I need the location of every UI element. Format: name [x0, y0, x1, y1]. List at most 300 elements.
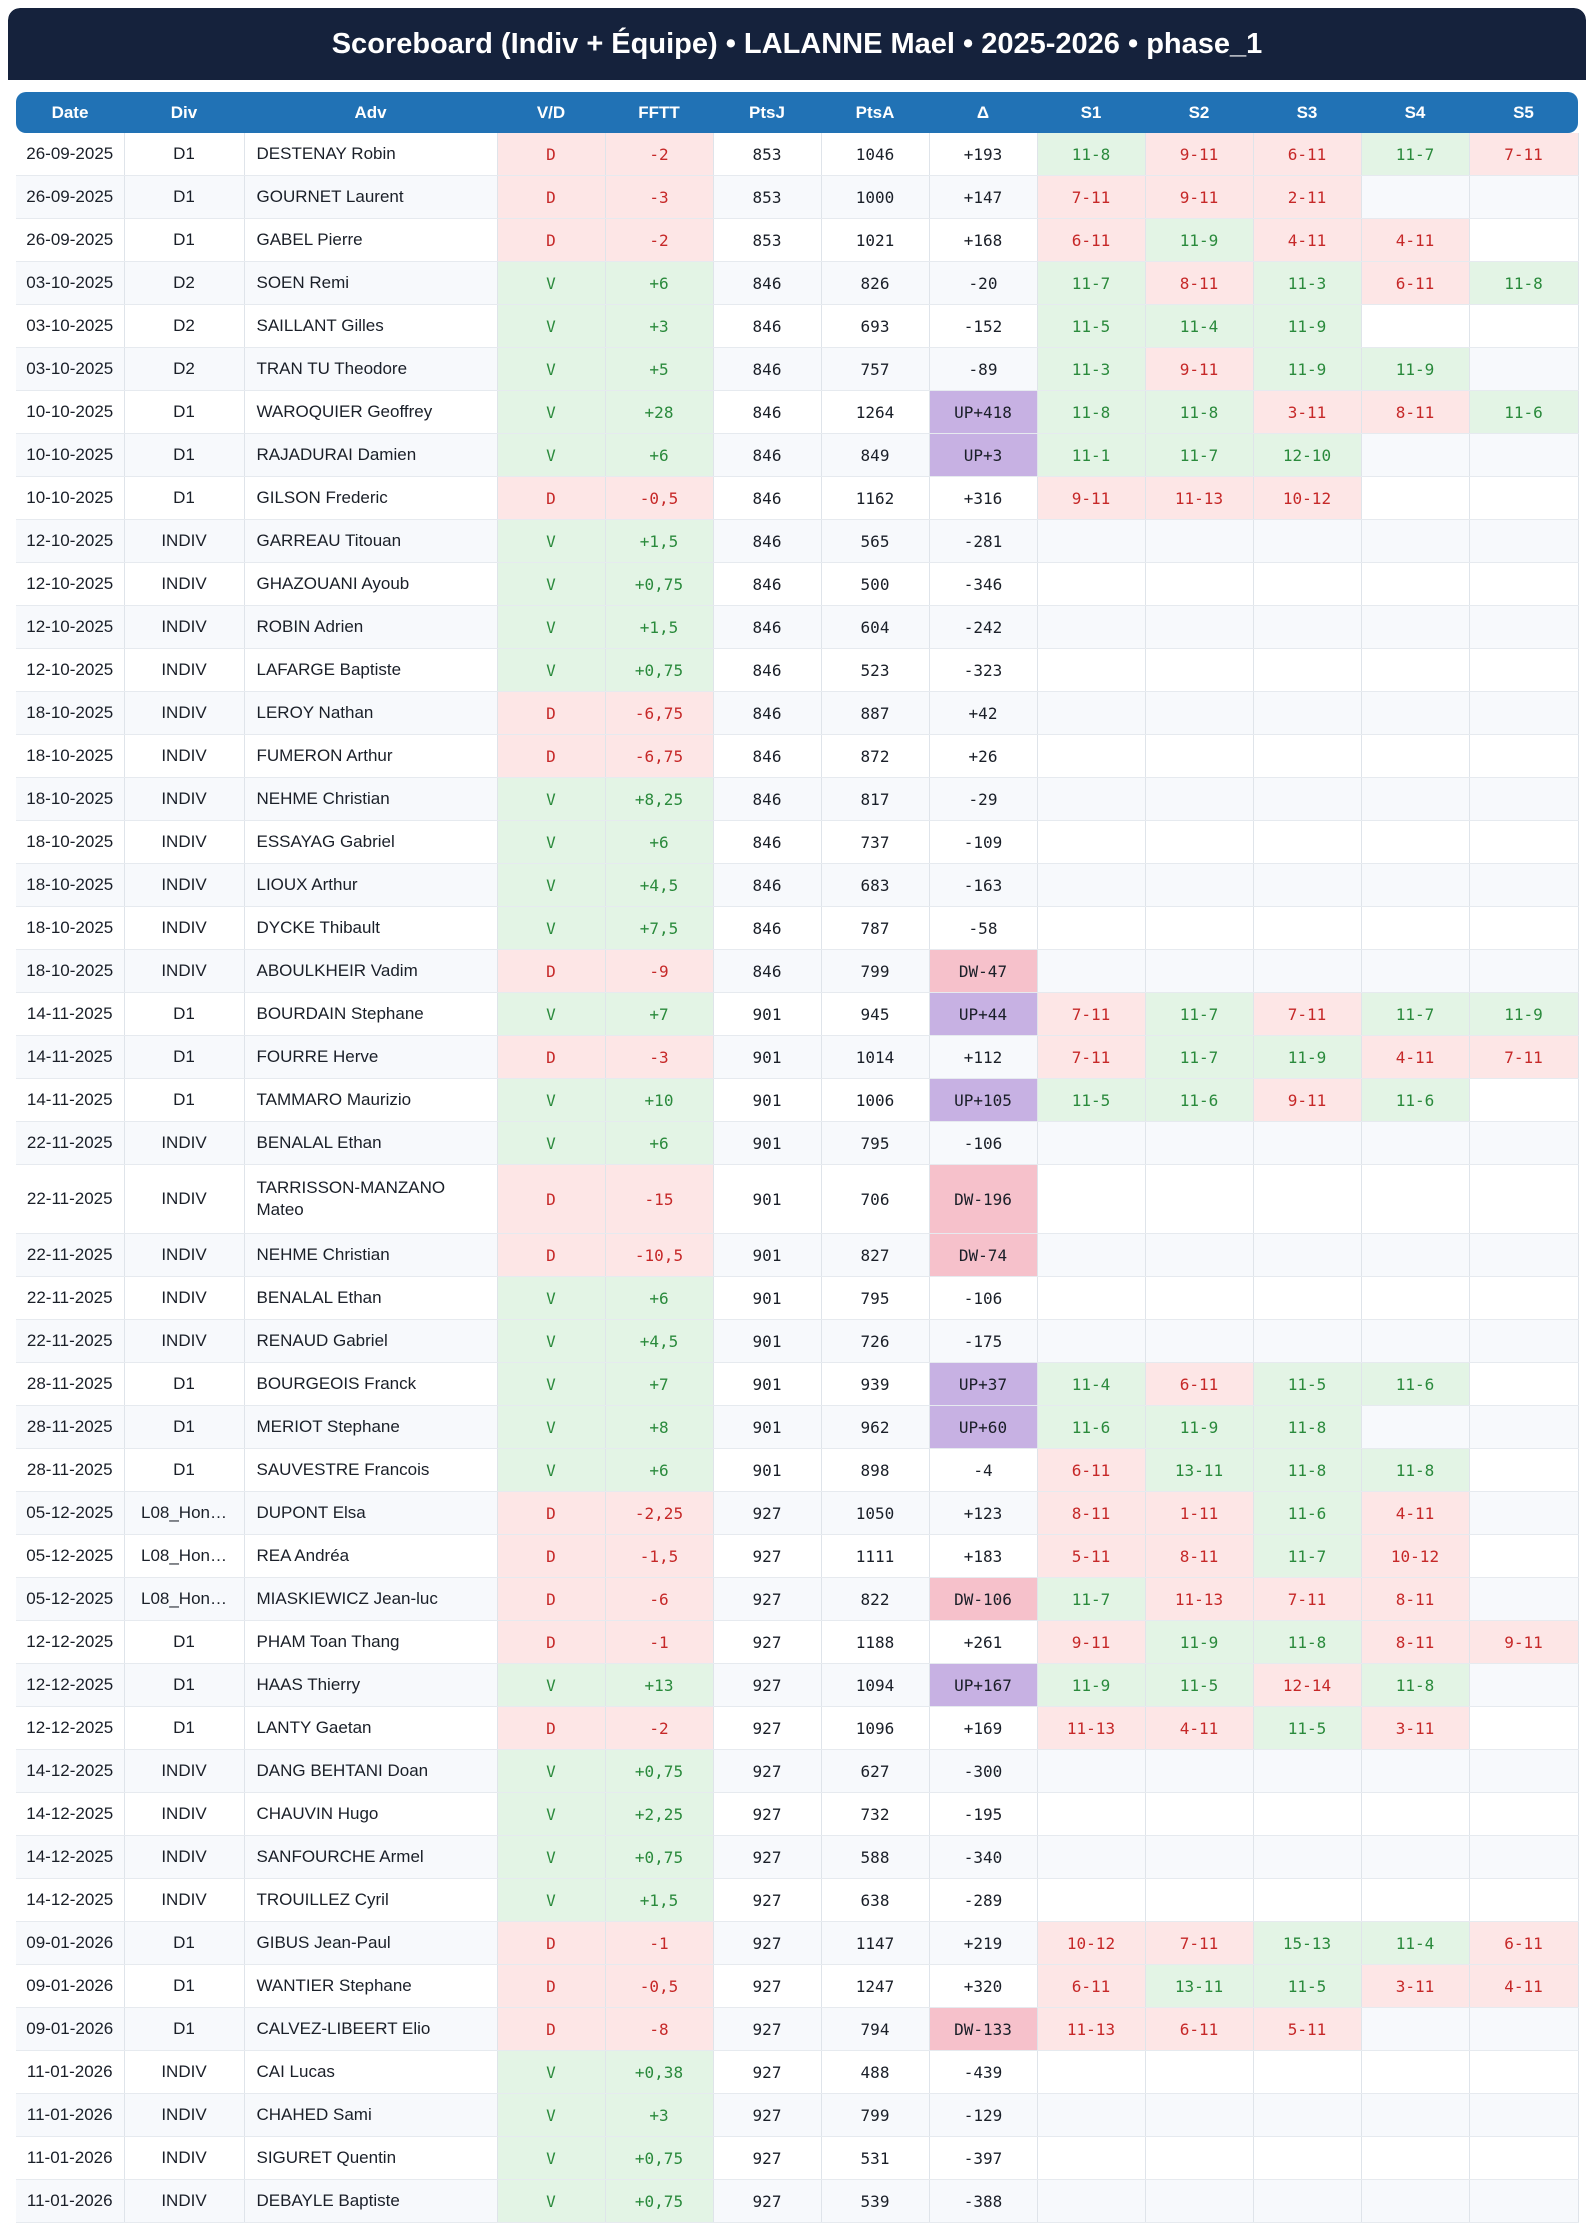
set2-cell: 11-13	[1145, 1578, 1253, 1621]
fftt-points-cell: +7,5	[605, 907, 713, 950]
set2-cell	[1145, 864, 1253, 907]
table-row	[16, 1664, 1578, 1707]
fftt-points-cell: +4,5	[605, 864, 713, 907]
opponent-cell: DYCKE Thibault	[244, 907, 497, 950]
table-row	[16, 1406, 1578, 1449]
table-body	[16, 133, 1578, 2223]
set2-cell: 11-9	[1145, 1621, 1253, 1664]
opponent-cell: SAILLANT Gilles	[244, 305, 497, 348]
table-row	[16, 1707, 1578, 1750]
div-cell: INDIV	[124, 1793, 244, 1836]
set2-cell	[1145, 520, 1253, 563]
set5-cell	[1469, 735, 1578, 778]
div-cell: INDIV	[124, 735, 244, 778]
delta-cell: +261	[929, 1621, 1037, 1664]
fftt-points-cell: +6	[605, 821, 713, 864]
set2-cell: 1-11	[1145, 1492, 1253, 1535]
set3-cell	[1253, 2094, 1361, 2137]
set5-cell	[1469, 305, 1578, 348]
set1-cell: 11-8	[1037, 133, 1145, 176]
delta-cell: UP+105	[929, 1079, 1037, 1122]
player-points-cell: 927	[713, 2094, 821, 2137]
set1-cell	[1037, 1234, 1145, 1277]
table-row	[16, 692, 1578, 735]
fftt-points-cell: +0,75	[605, 1836, 713, 1879]
date-cell: 10-10-2025	[16, 391, 124, 434]
opponent-points-cell: 693	[821, 305, 929, 348]
delta-cell: -340	[929, 1836, 1037, 1879]
date-cell: 03-10-2025	[16, 262, 124, 305]
set3-cell	[1253, 1165, 1361, 1234]
opponent-points-cell: 726	[821, 1320, 929, 1363]
set4-cell: 11-8	[1361, 1664, 1469, 1707]
col-header-s3[interactable]: S3	[1253, 92, 1361, 133]
date-cell: 22-11-2025	[16, 1320, 124, 1363]
date-cell: 14-12-2025	[16, 1836, 124, 1879]
date-cell: 14-12-2025	[16, 1879, 124, 1922]
player-points-cell: 846	[713, 606, 821, 649]
col-header-div[interactable]: Div	[124, 92, 244, 133]
col-header-adv[interactable]: Adv	[244, 92, 497, 133]
set5-cell	[1469, 1277, 1578, 1320]
table-row	[16, 2008, 1578, 2051]
opponent-points-cell: 1147	[821, 1922, 929, 1965]
date-cell: 12-10-2025	[16, 649, 124, 692]
set5-cell: 4-11	[1469, 1965, 1578, 2008]
opponent-points-cell: 757	[821, 348, 929, 391]
fftt-points-cell: +1,5	[605, 606, 713, 649]
set5-cell	[1469, 176, 1578, 219]
scoreboard-table-wrap	[16, 92, 1578, 2223]
opponent-points-cell: 1162	[821, 477, 929, 520]
div-cell: D2	[124, 305, 244, 348]
opponent-points-cell: 849	[821, 434, 929, 477]
delta-cell: +26	[929, 735, 1037, 778]
date-cell: 11-01-2026	[16, 2051, 124, 2094]
div-cell: INDIV	[124, 1122, 244, 1165]
result-cell: V	[497, 778, 605, 821]
player-points-cell: 927	[713, 2180, 821, 2223]
date-cell: 18-10-2025	[16, 735, 124, 778]
opponent-points-cell: 817	[821, 778, 929, 821]
delta-cell: +112	[929, 1036, 1037, 1079]
set1-cell	[1037, 1122, 1145, 1165]
set3-cell	[1253, 520, 1361, 563]
delta-cell: +123	[929, 1492, 1037, 1535]
set4-cell	[1361, 477, 1469, 520]
delta-cell: -323	[929, 649, 1037, 692]
opponent-points-cell: 799	[821, 950, 929, 993]
set1-cell: 9-11	[1037, 1621, 1145, 1664]
opponent-cell: CALVEZ-LIBEERT Elio	[244, 2008, 497, 2051]
opponent-cell: ESSAYAG Gabriel	[244, 821, 497, 864]
table-row	[16, 391, 1578, 434]
set2-cell: 11-7	[1145, 434, 1253, 477]
player-points-cell: 901	[713, 1320, 821, 1363]
date-cell: 18-10-2025	[16, 821, 124, 864]
set3-cell: 11-9	[1253, 305, 1361, 348]
fftt-points-cell: -0,5	[605, 1965, 713, 2008]
fftt-points-cell: +1,5	[605, 520, 713, 563]
table-row	[16, 1036, 1578, 1079]
opponent-cell: SAUVESTRE Francois	[244, 1449, 497, 1492]
div-cell: D1	[124, 1621, 244, 1664]
set4-cell	[1361, 692, 1469, 735]
fftt-points-cell: -2	[605, 219, 713, 262]
col-header-s4[interactable]: S4	[1361, 92, 1469, 133]
set4-cell: 4-11	[1361, 1492, 1469, 1535]
set3-cell	[1253, 563, 1361, 606]
result-cell: V	[497, 907, 605, 950]
date-cell: 14-12-2025	[16, 1750, 124, 1793]
set4-cell	[1361, 1750, 1469, 1793]
set2-cell	[1145, 692, 1253, 735]
table-row	[16, 1079, 1578, 1122]
set1-cell: 11-9	[1037, 1664, 1145, 1707]
player-points-cell: 846	[713, 907, 821, 950]
set3-cell	[1253, 778, 1361, 821]
set1-cell	[1037, 864, 1145, 907]
fftt-points-cell: +0,75	[605, 2180, 713, 2223]
player-points-cell: 927	[713, 1836, 821, 1879]
delta-cell: +183	[929, 1535, 1037, 1578]
set5-cell	[1469, 477, 1578, 520]
opponent-points-cell: 523	[821, 649, 929, 692]
opponent-cell: DANG BEHTANI Doan	[244, 1750, 497, 1793]
table-row	[16, 864, 1578, 907]
date-cell: 18-10-2025	[16, 950, 124, 993]
player-points-cell: 927	[713, 1750, 821, 1793]
delta-cell: -439	[929, 2051, 1037, 2094]
delta-cell: DW-47	[929, 950, 1037, 993]
opponent-cell: SOEN Remi	[244, 262, 497, 305]
set2-cell: 11-7	[1145, 1036, 1253, 1079]
player-points-cell: 846	[713, 563, 821, 606]
player-points-cell: 846	[713, 520, 821, 563]
div-cell: INDIV	[124, 563, 244, 606]
result-cell: D	[497, 950, 605, 993]
set1-cell: 7-11	[1037, 1036, 1145, 1079]
set2-cell	[1145, 1234, 1253, 1277]
set2-cell: 11-4	[1145, 305, 1253, 348]
col-header-vd[interactable]: V/D	[497, 92, 605, 133]
opponent-points-cell: 787	[821, 907, 929, 950]
table-row	[16, 1922, 1578, 1965]
opponent-points-cell: 794	[821, 2008, 929, 2051]
player-points-cell: 901	[713, 1122, 821, 1165]
col-header-fftt[interactable]: FFTT	[605, 92, 713, 133]
opponent-cell: MIASKIEWICZ Jean-luc	[244, 1578, 497, 1621]
set1-cell	[1037, 1793, 1145, 1836]
result-cell: D	[497, 1965, 605, 2008]
opponent-points-cell: 799	[821, 2094, 929, 2137]
set5-cell	[1469, 1664, 1578, 1707]
set3-cell	[1253, 1277, 1361, 1320]
set1-cell	[1037, 1750, 1145, 1793]
set2-cell: 9-11	[1145, 348, 1253, 391]
date-cell: 28-11-2025	[16, 1449, 124, 1492]
set2-cell: 7-11	[1145, 1922, 1253, 1965]
result-cell: D	[497, 1621, 605, 1664]
set3-cell: 11-8	[1253, 1621, 1361, 1664]
date-cell: 12-10-2025	[16, 606, 124, 649]
delta-cell: UP+3	[929, 434, 1037, 477]
set1-cell	[1037, 2051, 1145, 2094]
player-points-cell: 846	[713, 950, 821, 993]
player-points-cell: 927	[713, 1535, 821, 1578]
delta-cell: DW-133	[929, 2008, 1037, 2051]
result-cell: D	[497, 735, 605, 778]
date-cell: 11-01-2026	[16, 2180, 124, 2223]
set4-cell: 11-4	[1361, 1922, 1469, 1965]
result-cell: V	[497, 1449, 605, 1492]
delta-cell: DW-196	[929, 1165, 1037, 1234]
opponent-points-cell: 1000	[821, 176, 929, 219]
set3-cell	[1253, 864, 1361, 907]
date-cell: 22-11-2025	[16, 1165, 124, 1234]
set1-cell: 11-5	[1037, 1079, 1145, 1122]
set1-cell: 11-7	[1037, 262, 1145, 305]
set1-cell	[1037, 2137, 1145, 2180]
delta-cell: -388	[929, 2180, 1037, 2223]
opponent-cell: TAMMARO Maurizio	[244, 1079, 497, 1122]
table-row	[16, 1793, 1578, 1836]
set4-cell: 11-7	[1361, 133, 1469, 176]
table-row	[16, 606, 1578, 649]
set1-cell	[1037, 1879, 1145, 1922]
opponent-points-cell: 822	[821, 1578, 929, 1621]
set1-cell: 10-12	[1037, 1922, 1145, 1965]
opponent-points-cell: 627	[821, 1750, 929, 1793]
date-cell: 18-10-2025	[16, 692, 124, 735]
set4-cell: 3-11	[1361, 1965, 1469, 2008]
result-cell: V	[497, 2051, 605, 2094]
result-cell: V	[497, 1879, 605, 1922]
div-cell: D1	[124, 1363, 244, 1406]
opponent-cell: GOURNET Laurent	[244, 176, 497, 219]
div-cell: D2	[124, 348, 244, 391]
set5-cell	[1469, 434, 1578, 477]
delta-cell: -58	[929, 907, 1037, 950]
set3-cell: 11-3	[1253, 262, 1361, 305]
date-cell: 18-10-2025	[16, 864, 124, 907]
set4-cell	[1361, 606, 1469, 649]
set5-cell	[1469, 2051, 1578, 2094]
set2-cell	[1145, 1277, 1253, 1320]
fftt-points-cell: +6	[605, 1277, 713, 1320]
date-cell: 18-10-2025	[16, 778, 124, 821]
div-cell: INDIV	[124, 950, 244, 993]
opponent-points-cell: 565	[821, 520, 929, 563]
table-row	[16, 1122, 1578, 1165]
set4-cell	[1361, 2008, 1469, 2051]
set2-cell	[1145, 2051, 1253, 2094]
table-row	[16, 950, 1578, 993]
set3-cell	[1253, 735, 1361, 778]
set5-cell	[1469, 1879, 1578, 1922]
set4-cell	[1361, 2180, 1469, 2223]
opponent-cell: FUMERON Arthur	[244, 735, 497, 778]
fftt-points-cell: -10,5	[605, 1234, 713, 1277]
set4-cell	[1361, 520, 1469, 563]
player-points-cell: 901	[713, 1036, 821, 1079]
player-points-cell: 927	[713, 2008, 821, 2051]
set3-cell	[1253, 1836, 1361, 1879]
set4-cell	[1361, 305, 1469, 348]
set4-cell	[1361, 950, 1469, 993]
div-cell: INDIV	[124, 907, 244, 950]
set4-cell: 11-6	[1361, 1363, 1469, 1406]
set2-cell: 9-11	[1145, 176, 1253, 219]
table-row	[16, 477, 1578, 520]
date-cell: 09-01-2026	[16, 1922, 124, 1965]
fftt-points-cell: +1,5	[605, 1879, 713, 1922]
table-row	[16, 1320, 1578, 1363]
col-header-ptsa[interactable]: PtsA	[821, 92, 929, 133]
div-cell: INDIV	[124, 1277, 244, 1320]
div-cell: INDIV	[124, 692, 244, 735]
set4-cell	[1361, 434, 1469, 477]
div-cell: D1	[124, 1036, 244, 1079]
set1-cell	[1037, 520, 1145, 563]
fftt-points-cell: +0,75	[605, 563, 713, 606]
set5-cell: 11-8	[1469, 262, 1578, 305]
set2-cell	[1145, 1165, 1253, 1234]
set3-cell: 11-5	[1253, 1363, 1361, 1406]
delta-cell: +169	[929, 1707, 1037, 1750]
date-cell: 05-12-2025	[16, 1492, 124, 1535]
set3-cell: 12-14	[1253, 1664, 1361, 1707]
date-cell: 12-10-2025	[16, 520, 124, 563]
table-row	[16, 2137, 1578, 2180]
set4-cell	[1361, 1879, 1469, 1922]
result-cell: V	[497, 1363, 605, 1406]
opponent-cell: CHAUVIN Hugo	[244, 1793, 497, 1836]
table-row	[16, 1750, 1578, 1793]
player-points-cell: 846	[713, 348, 821, 391]
set3-cell	[1253, 1320, 1361, 1363]
set1-cell: 11-8	[1037, 391, 1145, 434]
table-row	[16, 993, 1578, 1036]
result-cell: V	[497, 2094, 605, 2137]
player-points-cell: 927	[713, 1664, 821, 1707]
opponent-cell: DESTENAY Robin	[244, 133, 497, 176]
fftt-points-cell: -0,5	[605, 477, 713, 520]
col-header-s2[interactable]: S2	[1145, 92, 1253, 133]
set5-cell	[1469, 1449, 1578, 1492]
fftt-points-cell: +28	[605, 391, 713, 434]
set5-cell	[1469, 2008, 1578, 2051]
col-header-ptsj[interactable]: PtsJ	[713, 92, 821, 133]
div-cell: INDIV	[124, 1320, 244, 1363]
opponent-cell: CAI Lucas	[244, 2051, 497, 2094]
delta-cell: -397	[929, 2137, 1037, 2180]
set1-cell	[1037, 692, 1145, 735]
date-cell: 05-12-2025	[16, 1578, 124, 1621]
fftt-points-cell: -15	[605, 1165, 713, 1234]
date-cell: 26-09-2025	[16, 219, 124, 262]
set1-cell: 6-11	[1037, 1965, 1145, 2008]
table-row	[16, 821, 1578, 864]
page-title: Scoreboard (Indiv + Équipe) • LALANNE Mael • 2025-2026 • phase_1	[8, 8, 1586, 80]
set3-cell: 11-6	[1253, 1492, 1361, 1535]
div-cell: D1	[124, 1079, 244, 1122]
div-cell: INDIV	[124, 649, 244, 692]
set1-cell: 7-11	[1037, 993, 1145, 1036]
opponent-cell: BENALAL Ethan	[244, 1122, 497, 1165]
fftt-points-cell: +0,75	[605, 2137, 713, 2180]
player-points-cell: 901	[713, 1079, 821, 1122]
result-cell: V	[497, 821, 605, 864]
table-row	[16, 1363, 1578, 1406]
set1-cell	[1037, 649, 1145, 692]
delta-cell: +316	[929, 477, 1037, 520]
set1-cell: 9-11	[1037, 477, 1145, 520]
set2-cell	[1145, 563, 1253, 606]
div-cell: INDIV	[124, 2094, 244, 2137]
player-points-cell: 901	[713, 1234, 821, 1277]
set3-cell: 5-11	[1253, 2008, 1361, 2051]
date-cell: 22-11-2025	[16, 1234, 124, 1277]
opponent-points-cell: 1046	[821, 133, 929, 176]
date-cell: 10-10-2025	[16, 477, 124, 520]
opponent-points-cell: 500	[821, 563, 929, 606]
set2-cell	[1145, 1320, 1253, 1363]
opponent-cell: TRAN TU Theodore	[244, 348, 497, 391]
set2-cell	[1145, 2137, 1253, 2180]
col-header-date[interactable]: Date	[16, 92, 124, 133]
div-cell: INDIV	[124, 821, 244, 864]
delta-cell: -20	[929, 262, 1037, 305]
set4-cell: 8-11	[1361, 391, 1469, 434]
date-cell: 14-11-2025	[16, 1079, 124, 1122]
col-header-delta[interactable]: Δ	[929, 92, 1037, 133]
set4-cell: 3-11	[1361, 1707, 1469, 1750]
col-header-s1[interactable]: S1	[1037, 92, 1145, 133]
set1-cell	[1037, 907, 1145, 950]
fftt-points-cell: -2	[605, 133, 713, 176]
date-cell: 22-11-2025	[16, 1122, 124, 1165]
opponent-points-cell: 1096	[821, 1707, 929, 1750]
date-cell: 12-10-2025	[16, 563, 124, 606]
col-header-s5[interactable]: S5	[1469, 92, 1578, 133]
date-cell: 12-12-2025	[16, 1707, 124, 1750]
div-cell: INDIV	[124, 1750, 244, 1793]
set4-cell: 11-9	[1361, 348, 1469, 391]
player-points-cell: 846	[713, 434, 821, 477]
fftt-points-cell: -9	[605, 950, 713, 993]
set5-cell	[1469, 1079, 1578, 1122]
opponent-cell: NEHME Christian	[244, 1234, 497, 1277]
result-cell: V	[497, 262, 605, 305]
result-cell: D	[497, 133, 605, 176]
set1-cell	[1037, 735, 1145, 778]
set2-cell	[1145, 778, 1253, 821]
player-points-cell: 901	[713, 1165, 821, 1234]
set5-cell: 11-6	[1469, 391, 1578, 434]
set3-cell	[1253, 821, 1361, 864]
set1-cell: 5-11	[1037, 1535, 1145, 1578]
table-row	[16, 1621, 1578, 1664]
table-row	[16, 735, 1578, 778]
set5-cell	[1469, 778, 1578, 821]
fftt-points-cell: -6	[605, 1578, 713, 1621]
delta-cell: +42	[929, 692, 1037, 735]
div-cell: D1	[124, 1707, 244, 1750]
opponent-points-cell: 795	[821, 1122, 929, 1165]
div-cell: D1	[124, 133, 244, 176]
set5-cell	[1469, 692, 1578, 735]
